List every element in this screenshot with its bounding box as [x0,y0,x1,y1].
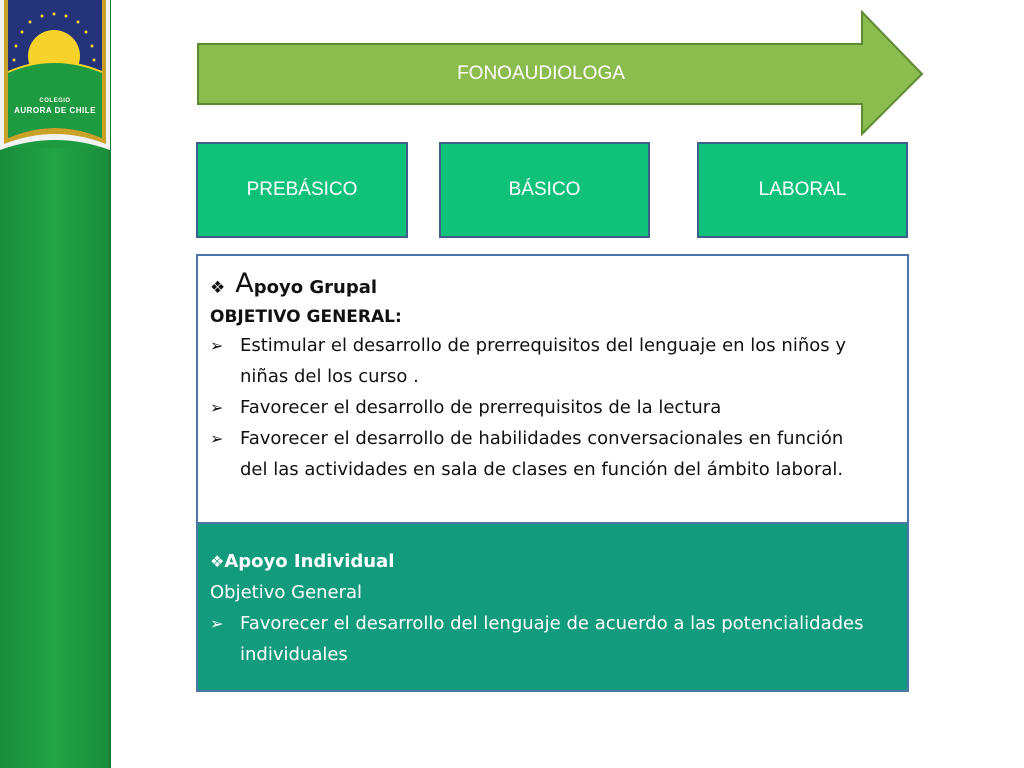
list-item-text: Favorecer el desarrollo de prerrequisitos de la lectura [240,397,722,418]
school-logo [0,0,110,152]
logo-text [0,96,110,116]
logo-shield-icon [0,0,110,152]
apoyo-individual-heading [210,546,895,577]
objetivo-general-title: OBJETIVO GENERAL: [210,307,402,327]
level-prebasico [196,142,408,238]
list-item [210,423,875,485]
apoyo-grupal-initial: A [235,268,254,299]
apoyo-grupal-heading [210,266,895,298]
side-bar-stripe [0,148,109,768]
list-item-text: Favorecer el desarrollo de habilidades conversacionales en función del las actividades en sala de clases en función del ámbito laboral. [240,428,844,480]
arrow-bullet-icon: ➢ [210,429,224,448]
arrow-bullet-icon: ➢ [210,336,224,355]
diamond-bullet-icon: ❖ [210,552,225,571]
logo-line-2: AURORA DE CHILE [14,106,96,115]
apoyo-grupal-box [196,254,909,524]
arrow-bullet-icon: ➢ [210,398,224,417]
list-item [210,392,875,423]
level-label: PREBÁSICO [246,179,358,200]
list-item [210,330,875,392]
arrow-bullet-icon: ➢ [210,614,224,633]
list-item-text: Favorecer el desarrollo del lenguaje de acuerdo a las potencialidades individuales [240,613,864,665]
apoyo-grupal-title: poyo Grupal [253,277,378,298]
objetivo-general-subtitle: Objetivo General [210,582,363,603]
list-item [210,608,875,670]
arrow-label: FONOAUDIOLOGA [457,63,625,84]
level-label: LABORAL [758,179,847,200]
apoyo-individual-box [196,522,909,692]
level-basico [439,142,650,238]
list-item-text: Estimular el desarrollo de prerrequisitos del lenguaje en los niños y niñas del los curso . [240,335,846,387]
level-laboral [697,142,908,238]
level-label: BÁSICO [508,179,581,200]
diamond-bullet-icon: ❖ [210,278,226,298]
logo-line-1: COLEGIO [39,98,71,104]
apoyo-individual-title: Apoyo Individual [224,551,395,572]
